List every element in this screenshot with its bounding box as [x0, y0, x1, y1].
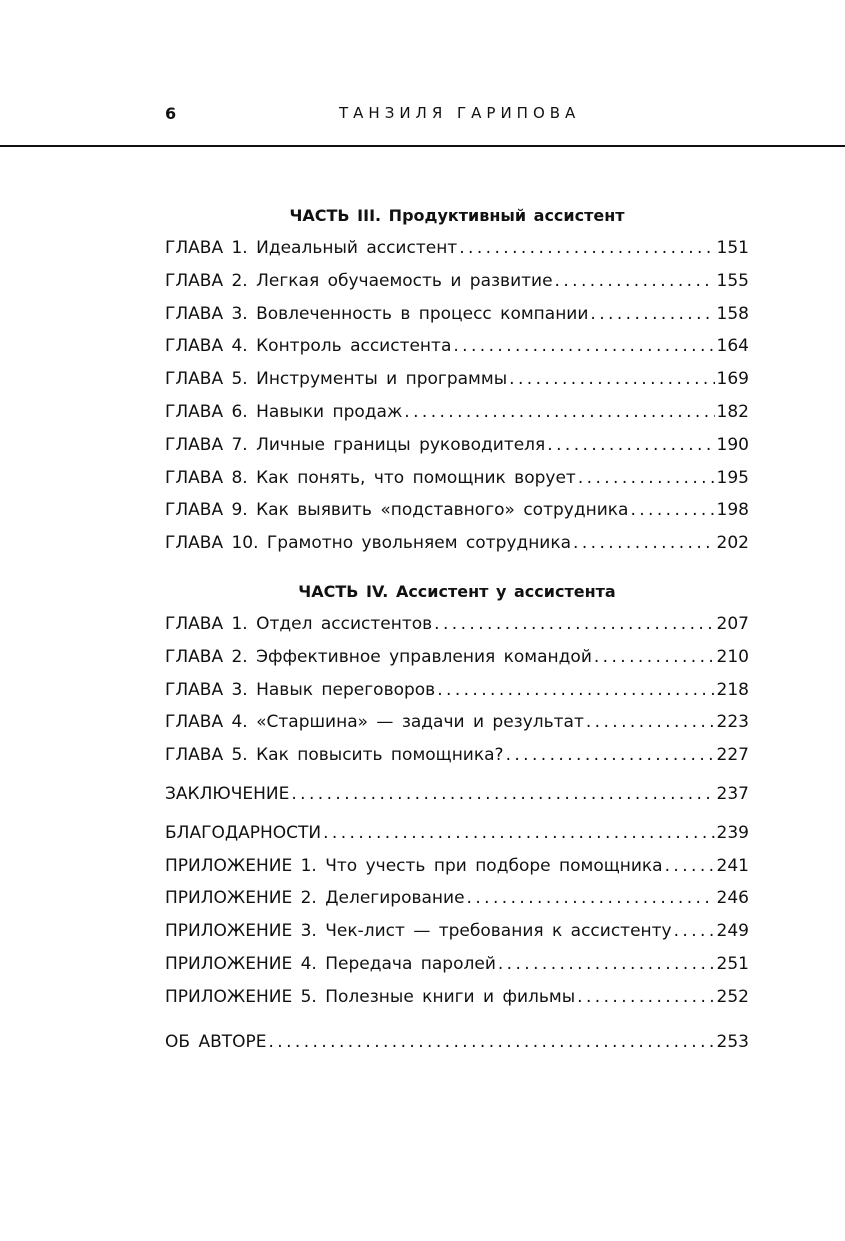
toc-entry-appendix[interactable]: ПРИЛОЖЕНИЕ 4. Передача паролей . . . 251	[165, 948, 749, 981]
part-3-heading: ЧАСТЬ III. Продуктивный ассистент	[289, 206, 625, 225]
toc-entry-conclusion[interactable]: ЗАКЛЮЧЕНИЕ . . . 237	[165, 778, 749, 811]
part-4-heading: ЧАСТЬ IV. Ассистент у ассистента	[298, 581, 616, 601]
leader-dots	[586, 706, 715, 739]
leader-dots	[323, 817, 714, 850]
toc-entry-thanks[interactable]: БЛАГОДАРНОСТИ . . . 239	[165, 817, 749, 850]
leader-dots	[547, 429, 714, 462]
appendix-list	[165, 850, 749, 1014]
toc-entry[interactable]: ГЛАВА 2. Эффективное управления командой . . . 210	[165, 641, 749, 674]
leader-dots	[459, 232, 714, 265]
leader-dots	[291, 778, 714, 811]
part-4-list	[165, 608, 749, 772]
leader-dots	[453, 330, 714, 363]
leader-dots	[437, 674, 714, 707]
toc-entry[interactable]: ГЛАВА 9. Как выявить «подставного» сотрудника . . . 198	[165, 494, 749, 527]
page-number: 6	[165, 104, 178, 123]
leader-dots	[594, 641, 715, 674]
toc-entry[interactable]: ГЛАВА 1. Отдел ассистентов . . . 207	[165, 608, 749, 641]
leader-dots	[573, 527, 715, 560]
leader-dots	[674, 915, 715, 948]
leader-dots	[665, 850, 715, 883]
toc-entry[interactable]: ГЛАВА 4. «Старшина» — задачи и результат . . . 223	[165, 706, 749, 739]
toc-entry[interactable]: ГЛАВА 8. Как понять, что помощник ворует . . . 195	[165, 462, 749, 495]
header-rule	[0, 145, 845, 147]
leader-dots	[578, 462, 715, 495]
toc-entry-appendix[interactable]: ПРИЛОЖЕНИЕ 5. Полезные книги и фильмы . . . 252	[165, 981, 749, 1014]
leader-dots	[590, 298, 714, 331]
leader-dots	[630, 494, 714, 527]
toc-entry[interactable]: ГЛАВА 5. Инструменты и программы . . . 169	[165, 363, 749, 396]
toc-entry[interactable]: ГЛАВА 3. Вовлеченность в процесс компании . . . 158	[165, 298, 749, 331]
toc-entry-about-author[interactable]: ОБ АВТОРЕ . . . 253	[165, 1026, 749, 1059]
leader-dots	[434, 608, 714, 641]
toc-entry-appendix[interactable]: ПРИЛОЖЕНИЕ 2. Делегирование . . . 246	[165, 882, 749, 915]
leader-dots	[498, 948, 715, 981]
toc-entry[interactable]: ГЛАВА 4. Контроль ассистента . . . 164	[165, 330, 749, 363]
leader-dots	[506, 739, 715, 772]
part-3-list	[165, 232, 749, 560]
leader-dots	[269, 1026, 715, 1059]
toc-entry[interactable]: ГЛАВА 7. Личные границы руководителя . . . 190	[165, 429, 749, 462]
toc-entry[interactable]: ГЛАВА 6. Навыки продаж . . . 182	[165, 396, 749, 429]
toc-entry[interactable]: ГЛАВА 3. Навык переговоров . . . 218	[165, 674, 749, 707]
page-header	[0, 0, 845, 148]
table-of-contents	[165, 200, 749, 1058]
leader-dots	[509, 363, 714, 396]
leader-dots	[467, 882, 715, 915]
toc-entry[interactable]: ГЛАВА 2. Легкая обучаемость и развитие . . . 155	[165, 265, 749, 298]
toc-entry[interactable]: ГЛАВА 1. Идеальный ассистент . . . 151	[165, 232, 749, 265]
leader-dots	[577, 981, 714, 1014]
leader-dots	[404, 396, 714, 429]
toc-entry-appendix[interactable]: ПРИЛОЖЕНИЕ 3. Чек-лист — требования к ассистенту . . . 249	[165, 915, 749, 948]
running-head-author: ТАНЗИЛЯ ГАРИПОВА	[339, 104, 581, 122]
leader-dots	[555, 265, 715, 298]
toc-entry[interactable]: ГЛАВА 10. Грамотно увольняем сотрудника . . . 202	[165, 527, 749, 560]
toc-entry-appendix[interactable]: ПРИЛОЖЕНИЕ 1. Что учесть при подборе помощника . . . 241	[165, 850, 749, 883]
toc-entry[interactable]: ГЛАВА 5. Как повысить помощника? . . . 227	[165, 739, 749, 772]
